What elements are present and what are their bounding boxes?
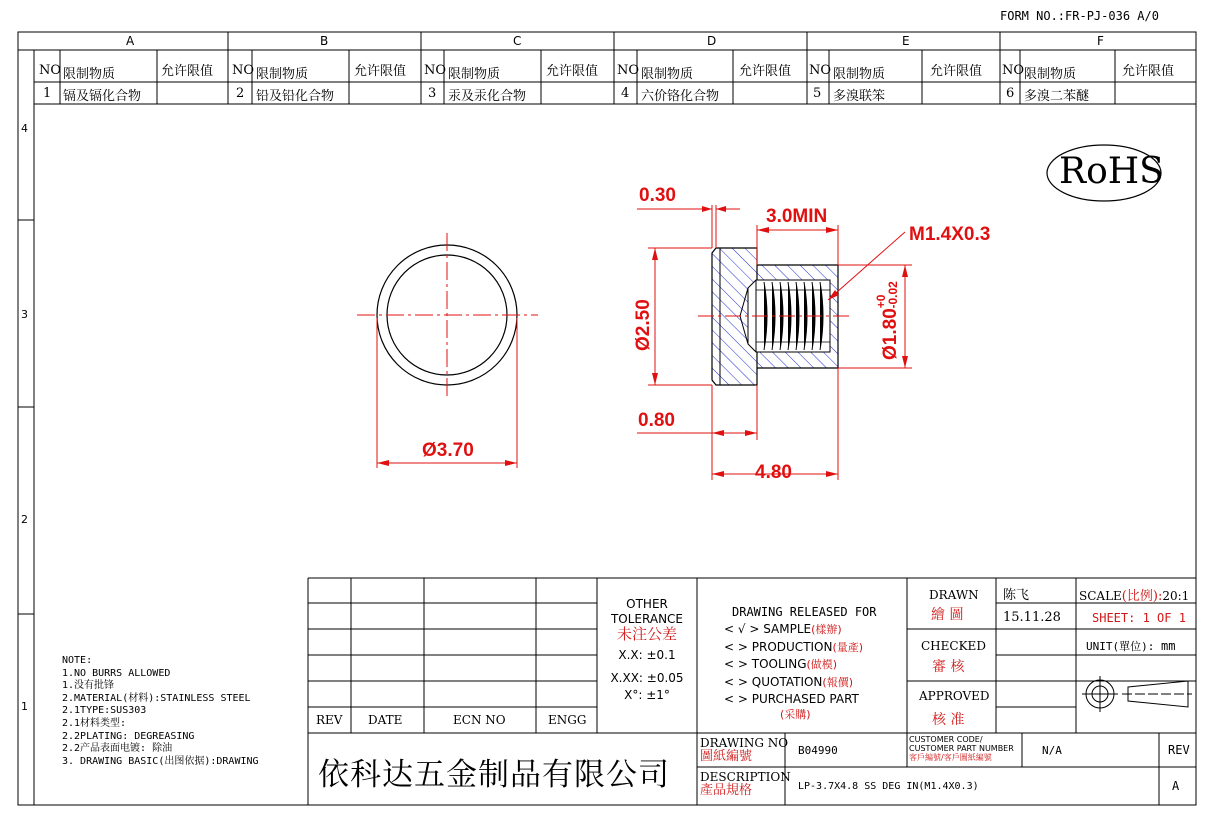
dim-tol-upper: +0 [874,294,888,309]
tolerance-block [597,597,697,703]
restrict-no-header: NO [809,63,832,78]
release-title: DRAWING RELEASED FOR [732,605,877,619]
restrict-no-header: NO [1002,63,1025,78]
restrict-name-header: 限制物质 [641,67,694,82]
dim-tol-lower: -0.02 [886,281,900,309]
release-item-sample: < √ > SAMPLE(樣辦) [724,622,842,636]
row-label-2: 2 [21,513,28,526]
rev-col-header: REV [316,713,343,727]
description-label-block: DESCRIPTION 產品規格 [700,770,791,798]
release-mark: < > [724,639,748,654]
scale-field: SCALE(比例):20:1 [1079,589,1190,604]
dim-outer-diameter: Ø3.70 [422,440,474,461]
sheet-field: SHEET: 1 OF 1 [1092,611,1186,625]
tolerance-title: OTHER [626,597,668,611]
restrict-no: 4 [621,86,630,101]
restrict-no-header: NO [232,63,255,78]
dim-head-diameter-text: Ø2.50 [633,299,654,351]
checked-cn: 審 核 [932,659,965,675]
drawn-date: 15.11.28 [1003,610,1061,625]
note-line: NOTE: [62,655,93,666]
restrict-name: 铅及铅化合物 [256,89,335,104]
restrict-name: 镉及镉化合物 [63,89,142,104]
release-item-purchased: < > PURCHASED PART [724,692,859,706]
row-label-3: 3 [21,308,28,321]
tolerance-title: TOLERANCE [610,612,684,626]
note-line: 2.1TYPE:SUS303 [62,705,147,717]
release-mark: < > [724,692,748,706]
drawn-cn: 繪 圖 [931,607,964,623]
note-line: 3. DRAWING BASIC(出图依据):DRAWING [62,755,259,767]
zone-label-f: F [1097,34,1104,48]
drawing-no-value: B04990 [798,744,838,757]
dim-overall-length: 4.80 [755,462,792,483]
engg-col-header: ENGG [548,713,587,727]
tolerance-cn: 未注公差 [616,625,677,643]
unit-field: UNIT(單位): mm [1086,639,1176,653]
dim-shank-diameter-text: Ø1.80 [880,308,901,360]
approved-label: APPROVED [919,689,990,703]
checked-label: CHECKED [921,639,986,653]
zone-label-a: A [126,34,135,48]
restrict-name-header: 限制物质 [63,67,116,82]
tolerance-xx: X.X: ±0.1 [618,648,676,662]
restrict-name-header: 限制物质 [1024,67,1077,82]
restrict-name: 汞及汞化合物 [448,89,527,104]
release-item-tooling: < > TOOLING(做模) [724,657,838,671]
restrict-name-header: 限制物质 [448,67,501,82]
release-list [724,621,863,721]
dim-thread-depth: 3.0MIN [766,206,828,227]
rev-value: A [1172,779,1180,793]
restrict-no: 1 [43,86,52,101]
drawing-no-label-block: DRAWING NO 圖紙編號 [700,736,789,764]
restrict-limit-header: 允许限值 [1122,64,1175,79]
customer-value: N/A [1042,744,1062,757]
note-line: 1.没有批锋 [62,680,115,692]
customer-label-block: CUSTOMER CODE/ CUSTOMER PART NUMBER 客戶編號/客戶圖紙編號 [909,735,1014,762]
dim-shank-diameter [874,267,902,360]
restrict-limit-header: 允许限值 [161,64,214,79]
description-value: LP-3.7X4.8 SS DEG IN(M1.4X0.3) [798,781,979,792]
restrict-name-header: 限制物质 [833,67,886,82]
drawn-by: 陈飞 [1003,588,1030,603]
note-line: 2.2产品表面电镀: 除油 [62,743,173,755]
zone-label-d: D [707,34,717,48]
company-name: 依科达五金制品有限公司 [318,757,670,793]
restrict-name-header: 限制物质 [256,67,309,82]
restrict-name: 多溴二苯醚 [1024,89,1090,104]
release-item-production: < > PRODUCTION(量產) [724,639,864,654]
side-view [698,248,852,385]
tolerance-xxx: X.XX: ±0.05 [610,671,684,685]
zone-label-e: E [902,34,910,48]
restrict-limit-header: 允许限值 [739,64,792,79]
form-number: FORM NO.:FR-PJ-036 A/0 [1000,9,1159,23]
restrict-limit-header: 允许限值 [930,64,983,79]
restrict-no-header: NO [39,63,62,78]
ecn-col-header: ECN NO [453,713,506,727]
tolerance-angle: X°: ±1° [624,688,670,702]
zone-label-c: C [513,34,522,48]
restrict-no: 5 [813,86,822,101]
row-label-1: 1 [21,700,28,713]
notes-block [62,655,259,768]
restrict-no: 6 [1006,86,1015,101]
restrict-no: 3 [428,86,437,101]
restrict-name: 六价铬化合物 [641,89,720,104]
date-col-header: DATE [368,713,403,727]
row-label-4: 4 [21,122,28,135]
note-line: 2.MATERIAL(材料):STAINLESS STEEL [62,692,251,704]
rohs-mark: RoHS [1059,151,1164,192]
restrict-limit-header: 允许限值 [354,64,407,79]
front-view [357,233,538,468]
note-line: 1.NO BURRS ALLOWED [62,667,171,679]
note-line: 2.2PLATING: DEGREASING [62,730,195,742]
restrict-name: 多溴联笨 [833,89,886,104]
drawn-label: DRAWN [929,588,979,602]
release-mark: < √ > [724,622,760,636]
rev-label: REV [1168,743,1190,757]
release-mark: < > [724,657,748,671]
restrict-no-header: NO [424,63,447,78]
zone-label-b: B [320,34,329,48]
note-line: 2.1材料类型: [62,717,127,729]
release-mark: < > [724,674,748,689]
dim-thread-spec: M1.4X0.3 [909,224,991,245]
dim-head-thickness: 0.80 [638,410,675,431]
approved-cn: 核 准 [932,712,965,728]
restrict-no-header: NO [617,63,640,78]
release-item-quotation: < > QUOTATION(報價) [724,674,853,689]
restrict-limit-header: 允许限值 [546,64,599,79]
release-purchased-cn: (采購) [780,707,811,721]
dim-head-chamfer: 0.30 [639,185,676,206]
restrict-no: 2 [236,86,245,101]
